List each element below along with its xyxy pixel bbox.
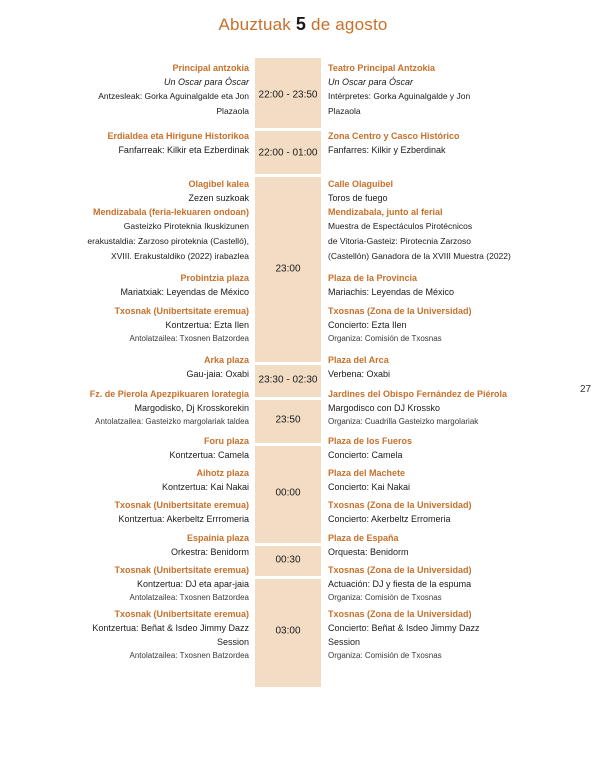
venue-name: Plaza de la Provincia: [328, 273, 418, 283]
title-prefix: Abuztuak: [218, 15, 291, 34]
event-detail: XVIII. Erakustaldiko (2022) irabazlea: [111, 251, 249, 261]
venue-name: Txosnak (Unibertsitate eremua): [114, 500, 249, 510]
event-detail: Plazaola: [328, 106, 361, 116]
event-detail: erakustaldia: Zarzoso piroteknia (Castelló),: [87, 236, 249, 246]
event-detail: Fanfarreak: Kilkir eta Ezberdinak: [118, 145, 249, 155]
event-detail: (Castellón) Ganadora de la XVIII Muestra (2022): [328, 251, 511, 261]
venue-name: Calle Olaguibel: [328, 179, 394, 189]
title-day: 5: [295, 14, 307, 34]
event-detail: Plazaola: [216, 106, 249, 116]
event-detail: Muestra de Espectáculos Pirotécnicos: [328, 221, 473, 231]
venue-name: Zona Centro y Casco Histórico: [328, 131, 460, 141]
event-detail: Toros de fuego: [328, 193, 388, 203]
time-column: [255, 58, 321, 687]
time-divider: [255, 543, 321, 546]
organizer: Organiza: Comisión de Txosnas: [328, 651, 442, 660]
event-detail: Session: [328, 637, 361, 647]
time-slot: 23:00: [275, 263, 301, 275]
event-detail: Orkestra: Benidorm: [170, 547, 249, 557]
event-detail: Session: [216, 637, 249, 647]
organizer: Antolatzailea: Txosnen Batzordea: [129, 593, 249, 602]
time-divider: [255, 576, 321, 579]
time-divider: [255, 362, 321, 365]
venue-name: Txosnas (Zona de la Universidad): [328, 306, 472, 316]
event-detail: de Vitoria-Gasteiz: Pirotecnia Zarzoso: [328, 236, 471, 246]
event-detail: Zezen suzkoak: [188, 193, 249, 203]
organizer: Antolatzailea: Txosnen Batzordea: [129, 334, 249, 343]
event-detail: Kontzertua: Camela: [169, 450, 249, 460]
time-divider: [255, 174, 321, 177]
event-detail: Kontzertua: Beñat & Isdeo Jimmy Dazz: [92, 623, 249, 633]
time-slot: 00:30: [275, 554, 301, 566]
event-detail: Mariatxiak: Leyendas de México: [120, 287, 249, 297]
organizer: Organiza: Comisión de Txosnas: [328, 593, 442, 602]
event-detail: Kontzertua: Ezta Ilen: [165, 320, 249, 330]
venue-name: Plaza del Machete: [328, 468, 406, 478]
venue-name: Plaza de España: [328, 533, 399, 543]
venue-name: Arka plaza: [203, 355, 249, 365]
venue-name: Txosnak (Unibertsitate eremua): [114, 306, 249, 316]
event-detail: Kontzertua: DJ eta apar-jaia: [136, 579, 249, 589]
venue-name: Aihotz plaza: [196, 468, 249, 478]
event-detail: Gau-jaia: Oxabi: [186, 369, 249, 379]
organizer: Antolatzailea: Gasteizko margolariak taldea: [95, 417, 249, 426]
organizer: Organiza: Cuadrilla Gasteizko margolariak: [328, 417, 479, 426]
event-detail: Margodisco con DJ Krossko: [328, 403, 441, 413]
venue-name: Jardines del Obispo Fernández de Piérola: [328, 389, 508, 399]
event-detail: Gasteizko Piroteknia Ikuskizunen: [123, 221, 249, 231]
event-detail: Concierto: Camela: [328, 450, 403, 460]
time-slot: 00:00: [275, 487, 301, 499]
event-detail: Mariachis: Leyendas de México: [328, 287, 455, 297]
venue-name: Txosnak (Unibertsitate eremua): [114, 565, 249, 575]
event-detail: Fanfarres: Kilkir y Ezberdinak: [328, 145, 446, 155]
time-slot: 22:00 - 23:50: [258, 89, 318, 101]
venue-name: Probintzia plaza: [180, 273, 249, 283]
event-detail: Kontzertua: Kai Nakai: [161, 482, 249, 492]
event-detail: Verbena: Oxabi: [328, 369, 391, 379]
time-divider: [255, 397, 321, 400]
event-detail: Concierto: Beñat & Isdeo Jimmy Dazz: [328, 623, 480, 633]
venue-name: Principal antzokia: [172, 63, 249, 73]
time-divider: [255, 443, 321, 446]
venue-name: Txosnas (Zona de la Universidad): [328, 500, 472, 510]
venue-name: Teatro Principal Antzokia: [328, 63, 436, 73]
page-number: 27: [580, 384, 592, 395]
time-slot: 03:00: [275, 625, 301, 637]
venue-name: Plaza de los Fueros: [328, 436, 413, 446]
venue-name: Txosnas (Zona de la Universidad): [328, 609, 472, 619]
event-detail: Concierto: Kai Nakai: [328, 482, 411, 492]
event-detail: Antzesleak: Gorka Aguinalgalde eta Jon: [98, 91, 249, 101]
event-detail: Concierto: Ezta Ilen: [328, 320, 407, 330]
event-title: Un Oscar para Óscar: [163, 77, 249, 87]
organizer: Organiza: Comisión de Txosnas: [328, 334, 442, 343]
time-slot: 23:30 - 02:30: [258, 374, 318, 386]
venue-name: Espainia plaza: [186, 533, 249, 543]
event-title: Un Oscar para Óscar: [328, 77, 414, 87]
venue-name: Erdialdea eta Hirigune Historikoa: [107, 131, 249, 141]
time-divider: [255, 128, 321, 131]
basque-column: [0, 61, 249, 663]
event-detail: Margodisko, Dj Krosskorekin: [134, 403, 249, 413]
event-detail: Orquesta: Benidorm: [328, 547, 409, 557]
venue-name: Plaza del Arca: [328, 355, 389, 365]
venue-name: Olagibel kalea: [188, 179, 249, 189]
event-detail: Concierto: Akerbeltz Erromeria: [328, 514, 451, 524]
event-detail: Kontzertua: Akerbeltz Errromeria: [118, 514, 249, 524]
title-suffix: de agosto: [311, 15, 388, 34]
venue-name: Fz. de Pierola Apezpikuaren lorategia: [89, 389, 249, 399]
organizer: Antolatzailea: Txosnen Batzordea: [129, 651, 249, 660]
venue-name: Txosnak (Unibertsitate eremua): [114, 609, 249, 619]
page-title: [0, 14, 606, 35]
venue-name: Mendizabala, junto al ferial: [328, 207, 443, 217]
spanish-column: [328, 61, 578, 663]
time-slot: 23:50: [275, 414, 301, 426]
venue-name: Foru plaza: [203, 436, 249, 446]
event-detail: Actuación: DJ y fiesta de la espuma: [328, 579, 472, 589]
time-slot: 22:00 - 01:00: [258, 147, 318, 159]
event-detail: Intérpretes: Gorka Aguinalgalde y Jon: [328, 91, 471, 101]
venue-name: Txosnas (Zona de la Universidad): [328, 565, 472, 575]
venue-name: Mendizabala (feria-lekuaren ondoan): [92, 207, 249, 217]
